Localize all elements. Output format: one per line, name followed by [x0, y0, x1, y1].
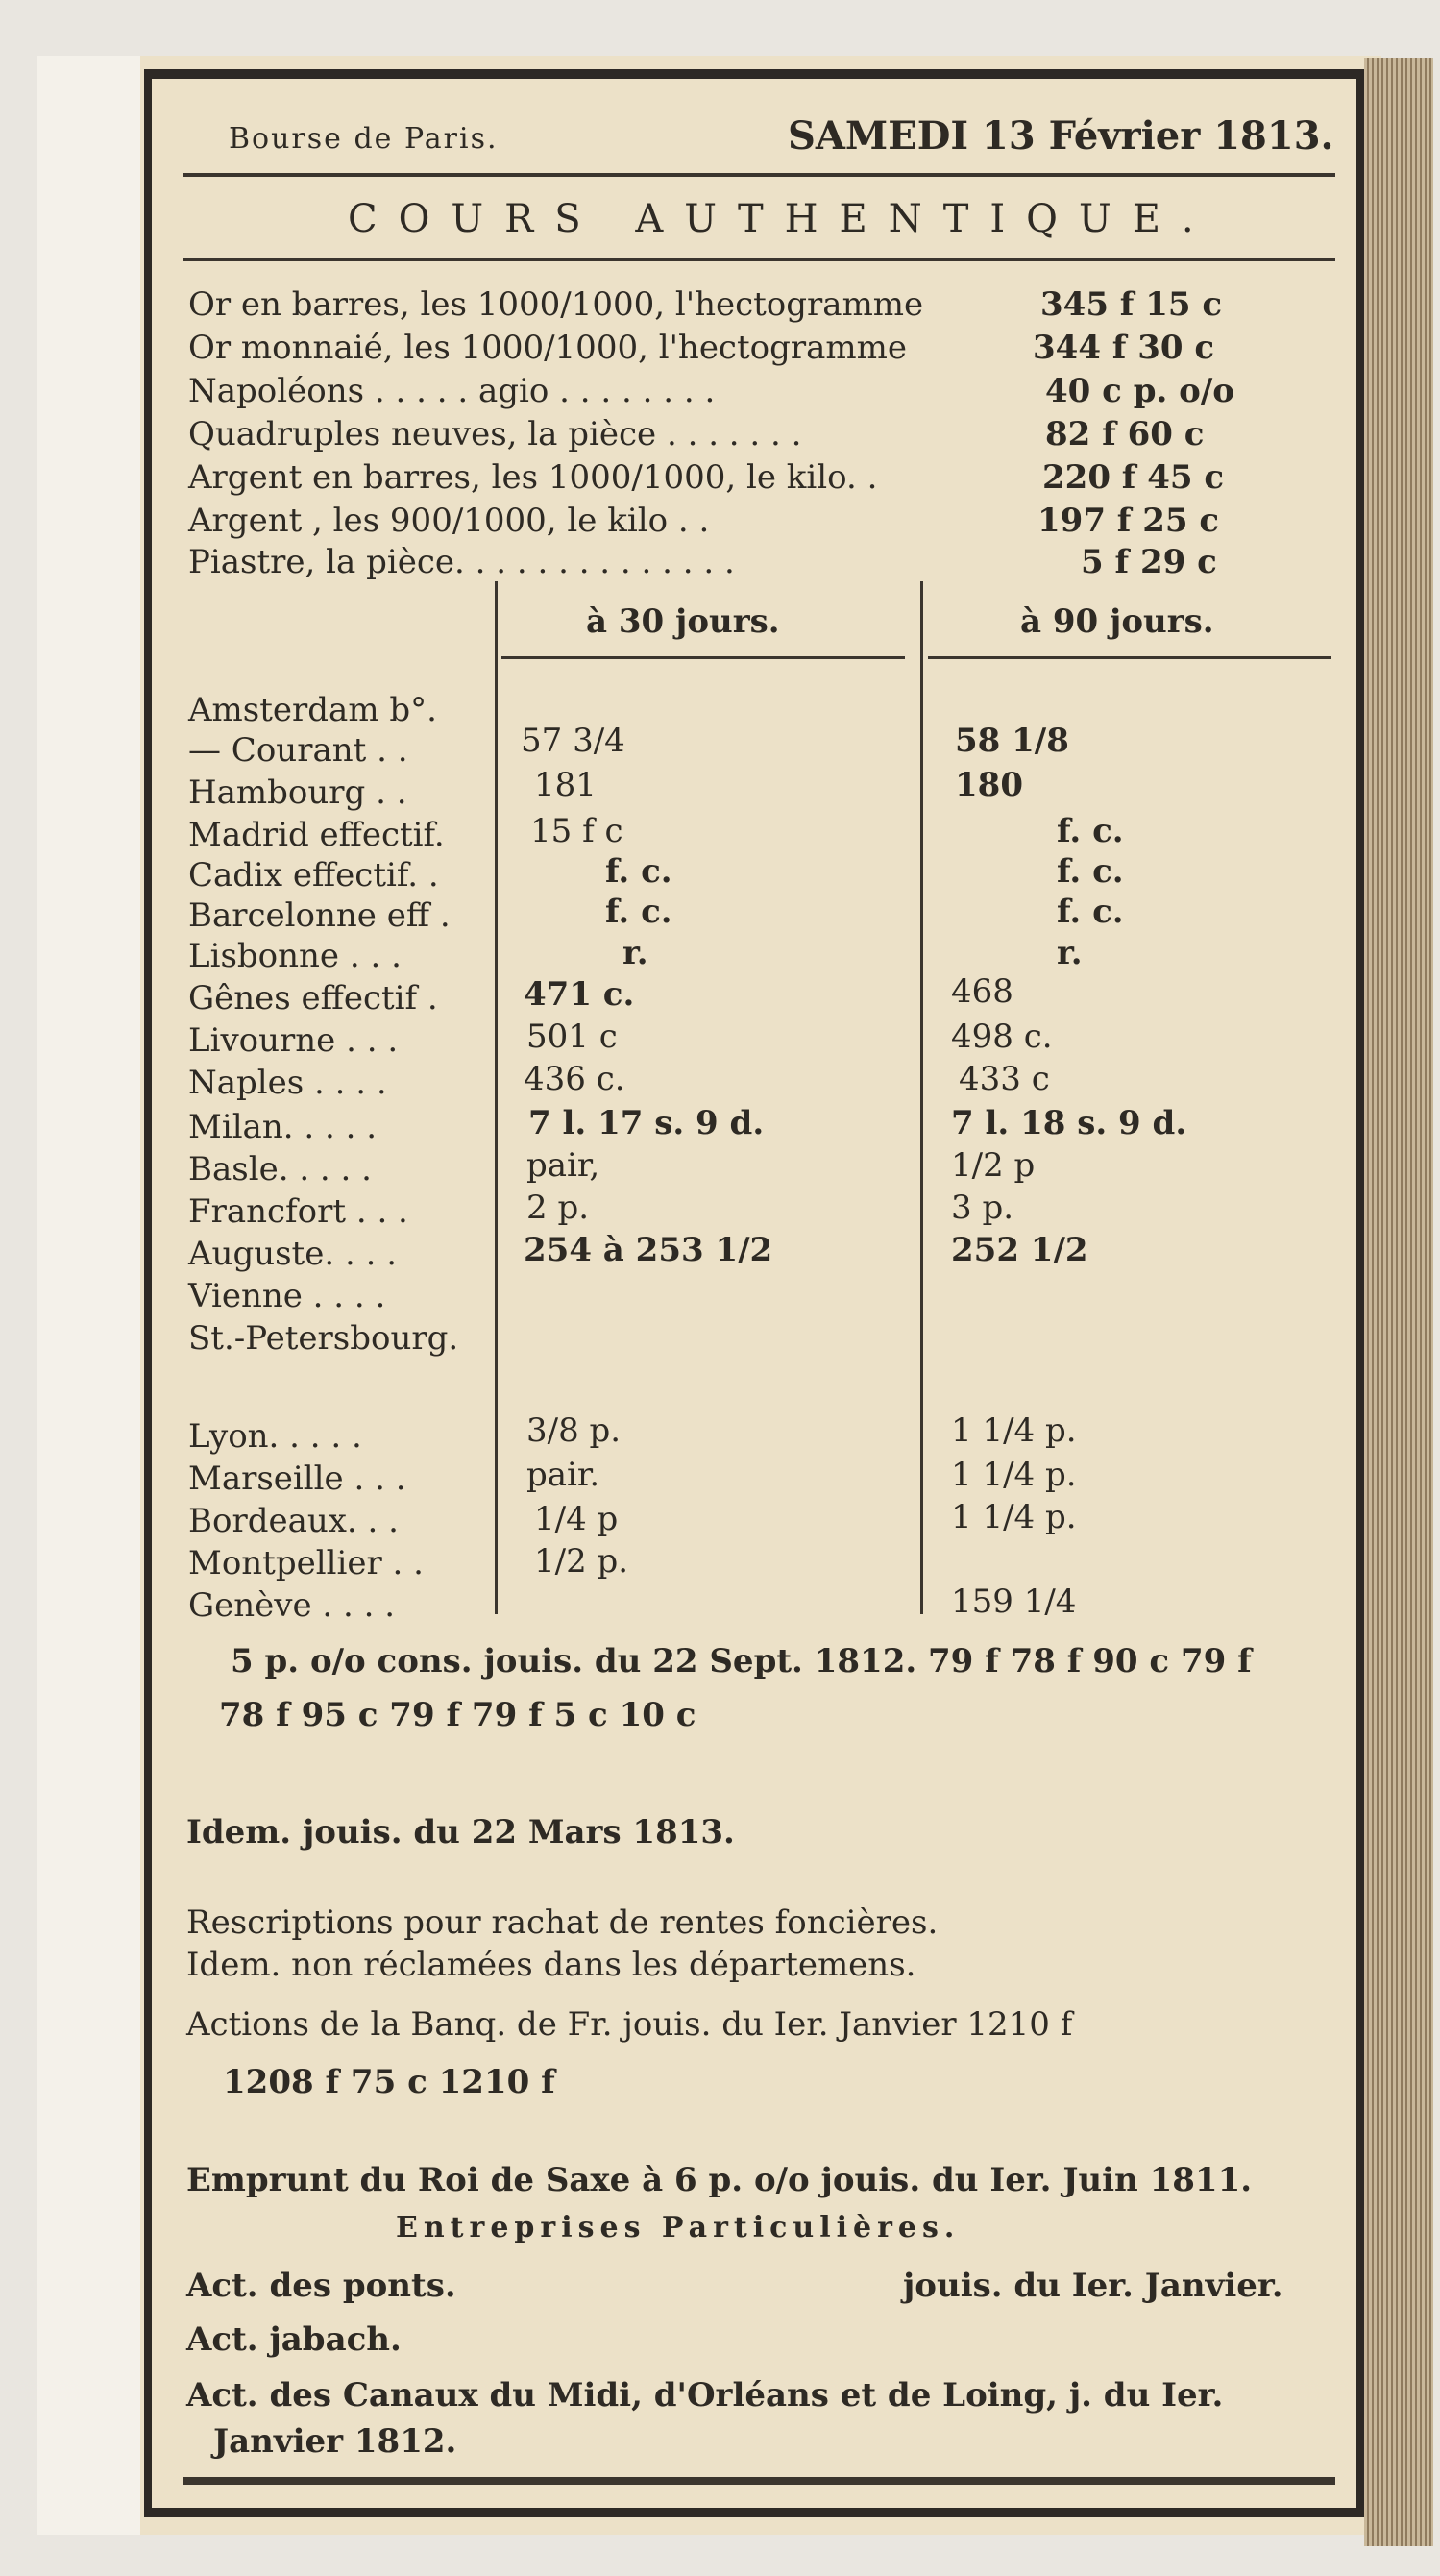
column-heading-90: à 90 jours.	[1020, 602, 1214, 641]
column-heading-rule-90	[928, 656, 1331, 659]
exchange-place: — Courant . .	[188, 731, 408, 770]
exchange-90: f. c.	[1057, 852, 1124, 891]
exchange-30: 57 3/4	[521, 722, 625, 760]
column-divider-right	[920, 581, 923, 1614]
metal-value: 345 f 15 c	[1040, 285, 1223, 324]
page-title: COURS AUTHENTIQUE.	[348, 197, 1215, 241]
exchange-30: 471 c.	[524, 975, 635, 1014]
rentes-idem: Idem. jouis. du 22 Mars 1813.	[186, 1813, 735, 1852]
exchange-place: Francfort . . .	[188, 1192, 408, 1231]
exchange-place: Barcelonne eff .	[188, 896, 451, 935]
metal-value: 40 c p. o/o	[1045, 372, 1234, 410]
exchange-30: 15 f c	[530, 812, 623, 850]
binding-margin	[37, 56, 140, 2535]
exchange-90: 58 1/8	[955, 722, 1069, 760]
domestic-place: Genève . . . .	[188, 1586, 396, 1625]
metal-label: Or monnaié, les 1000/1000, l'hectogramme	[188, 329, 907, 367]
exchange-90: 433 c	[959, 1060, 1050, 1098]
header-left: Bourse de Paris.	[229, 122, 499, 156]
exchange-30: 501 c	[526, 1018, 618, 1056]
metal-label: Piastre, la pièce. . . . . . . . . . . . . .	[188, 543, 735, 581]
metal-value: 197 f 25 c	[1037, 502, 1220, 540]
domestic-30: 3/8 p.	[526, 1411, 622, 1450]
exchange-30: 2 p.	[526, 1189, 590, 1227]
metal-label: Argent en barres, les 1000/1000, le kilo. .	[188, 458, 878, 497]
exchange-place: Cadix effectif. .	[188, 856, 439, 895]
exchange-30: r.	[622, 934, 648, 972]
exchange-90: 7 l. 18 s. 9 d.	[951, 1104, 1187, 1142]
header-date: SAMEDI 13 Février 1813.	[788, 113, 1334, 159]
exchange-place: Auguste. . . .	[188, 1235, 397, 1273]
metal-value: 220 f 45 c	[1042, 458, 1225, 497]
domestic-place: Bordeaux. . .	[188, 1502, 399, 1540]
banque-actions: Actions de la Banq. de Fr. jouis. du Ier. Janvier 1210 f	[186, 2005, 1073, 2044]
domestic-place: Montpellier . .	[188, 1544, 424, 1582]
exchange-place: Livourne . . .	[188, 1021, 399, 1060]
rentes-line-2: 78 f 95 c 79 f 79 f 5 c 10 c	[219, 1696, 696, 1734]
exchange-30: 181	[534, 766, 597, 804]
exchange-90: f. c.	[1057, 812, 1124, 850]
domestic-30: 1/2 p.	[534, 1542, 629, 1581]
act-jabach: Act. jabach.	[186, 2320, 402, 2359]
exchange-place: Vienne . . . .	[188, 1277, 386, 1315]
act-canaux-date: Janvier 1812.	[213, 2422, 457, 2461]
domestic-90: 159 1/4	[951, 1582, 1077, 1621]
domestic-90: 1 1/4 p.	[951, 1498, 1077, 1536]
exchange-place: Naples . . . .	[188, 1064, 387, 1102]
exchange-90: 180	[955, 766, 1023, 804]
exchange-30: 7 l. 17 s. 9 d.	[528, 1104, 765, 1142]
exchange-30: pair,	[526, 1146, 600, 1185]
exchange-30: f. c.	[605, 852, 672, 891]
exchange-place: Basle. . . . .	[188, 1150, 372, 1189]
emprunt-saxe: Emprunt du Roi de Saxe à 6 p. o/o jouis. du Ier. Juin 1811.	[186, 2161, 1253, 2199]
exchange-place: Lisbonne . . .	[188, 937, 402, 975]
header-rule	[183, 173, 1335, 177]
exchange-30: 254 à 253 1/2	[524, 1231, 773, 1269]
act-ponts: Act. des ponts.	[186, 2267, 456, 2305]
rentes-line-1: 5 p. o/o cons. jouis. du 22 Sept. 1812. 79 f 78 f 90 c 79 f	[231, 1642, 1252, 1681]
metal-label: Or en barres, les 1000/1000, l'hectogramme	[188, 285, 924, 324]
rescriptions-idem: Idem. non réclamées dans les départemens.	[186, 1946, 916, 1984]
metal-value: 82 f 60 c	[1045, 415, 1205, 454]
domestic-30: 1/4 p	[534, 1500, 619, 1538]
exchange-place: Milan. . . . .	[188, 1108, 377, 1146]
column-heading-rule-30	[501, 656, 905, 659]
exchange-30: 436 c.	[524, 1060, 625, 1098]
domestic-30: pair.	[526, 1456, 600, 1494]
bottom-rule	[183, 2477, 1335, 2485]
title-rule	[183, 258, 1335, 261]
exchange-place: Gênes effectif .	[188, 979, 438, 1018]
exchange-90: 252 1/2	[951, 1231, 1088, 1269]
exchange-90: 3 p.	[951, 1189, 1014, 1227]
rescriptions: Rescriptions pour rachat de rentes foncières.	[186, 1903, 939, 1942]
domestic-90: 1 1/4 p.	[951, 1456, 1077, 1494]
domestic-place: Lyon. . . . .	[188, 1417, 362, 1456]
exchange-90: r.	[1057, 934, 1083, 972]
domestic-place: Marseille . . .	[188, 1460, 406, 1498]
metal-value: 344 f 30 c	[1033, 329, 1215, 367]
act-ponts-jouis: jouis. du Ier. Janvier.	[903, 2267, 1283, 2305]
exchange-place: St.-Petersbourg.	[188, 1319, 459, 1358]
exchange-90: 468	[951, 972, 1013, 1011]
metal-value: 5 f 29 c	[1081, 543, 1217, 581]
exchange-place: Amsterdam b°.	[188, 691, 437, 729]
metal-label: Napoléons . . . . . agio . . . . . . . .	[188, 372, 716, 410]
metal-label: Argent , les 900/1000, le kilo . .	[188, 502, 710, 540]
act-canaux: Act. des Canaux du Midi, d'Orléans et de Loing, j. du Ier.	[186, 2376, 1224, 2415]
entreprises-heading: Entreprises Particulières.	[396, 2211, 961, 2245]
exchange-place: Madrid effectif.	[188, 816, 445, 854]
exchange-90: 1/2 p	[951, 1146, 1036, 1185]
exchange-place: Hambourg . .	[188, 773, 407, 812]
metal-label: Quadruples neuves, la pièce . . . . . . .	[188, 415, 802, 454]
exchange-30: f. c.	[605, 893, 672, 931]
column-divider-left	[495, 581, 498, 1614]
exchange-90: 498 c.	[951, 1018, 1053, 1056]
column-heading-30: à 30 jours.	[586, 602, 780, 641]
banque-prices: 1208 f 75 c 1210 f	[223, 2063, 555, 2101]
exchange-90: f. c.	[1057, 893, 1124, 931]
book-edges	[1364, 58, 1433, 2546]
domestic-90: 1 1/4 p.	[951, 1411, 1077, 1450]
